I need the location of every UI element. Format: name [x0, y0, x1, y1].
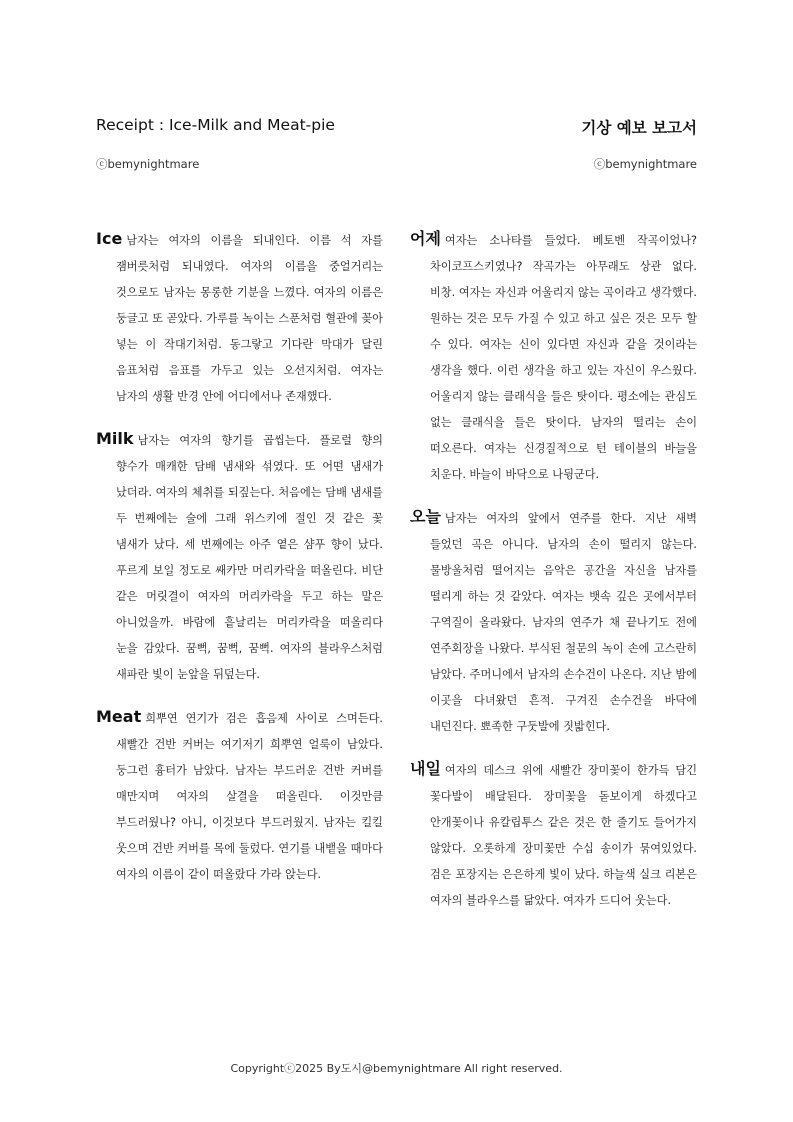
- entry-tomorrow: [410, 756, 697, 914]
- entry-paragraph: [410, 504, 697, 740]
- document-title: Receipt : Ice-Milk and Meat-pie: [96, 116, 335, 134]
- entry-keyword: 내일: [410, 759, 441, 778]
- entry-paragraph: [96, 226, 383, 410]
- entry-keyword: Meat: [96, 707, 142, 726]
- entry-ice: [96, 226, 383, 410]
- entry-text: 여자는 소나타를 들었다. 베토벤 작곡이었나? 차이코프스키였나? 작곡가는 아무래도 상관 없다. 비창. 여자는 자신과 어울리지 않는 곡이라고 생각했다. 원하는 것은 모두 가질 수 있고 하고 싶은 것은 모두 할 수 있다. 여자는 신이 있다면 자신과 같을 것이라는 생각을 했다. 이런 생각을 하고 있는 자신이 우스웠다. 어울리지 않는 클래식을 들은 탓이다. 평소에는 관심도 없는 클래식을 들은 탓이다. 남자의 떨리는 손이 떠오른다. 여자는 신경질적으로 턴 테이블의 바늘을 치운다. 바늘이 바닥으로 나뒹군다.: [430, 234, 697, 481]
- document-subtitle: 기상 예보 보고서: [581, 119, 697, 137]
- copyright-footer: Copyrightⓒ2025 By도시@bemynightmare All right reserved.: [230, 1062, 563, 1075]
- entry-milk: [96, 426, 383, 688]
- entry-text: 남자는 여자의 앞에서 연주를 한다. 지난 새벽 들었던 곡은 아니다. 남자의 손이 떨리지 않는다. 물방울처럼 떨어지는 음악은 공간을 자신을 남자를 떨리게 하는 것 같았다. 여자는 뱃속 깊은 곳에서부터 구역질이 올라왔다. 남자의 연주가 채 끝나기도 전에 연주회장을 나왔다. 부식된 철문의 녹이 손에 고스란히 남았다. 주머니에서 남자의 손수건이 나온다. 지난 밤에 이곳을 다녀왔던 흔적. 구겨진 손수건을 바닥에 내던진다. 뾰족한 구둣발에 짓밟힌다.: [430, 512, 697, 733]
- author-credit-left: ⓒbemynightmare: [96, 157, 200, 171]
- entry-keyword: Ice: [96, 229, 123, 248]
- entry-keyword: 어제: [410, 229, 441, 248]
- entry-meat: [96, 704, 383, 888]
- entry-keyword: 오늘: [410, 507, 441, 526]
- entry-text: 남자는 여자의 이름을 되내인다. 이름 석 자를 잼버릇처럼 되내였다. 여자의 이름을 중얼거리는 것으로도 남자는 몽롱한 기분을 느꼈다. 여자의 이름은 둥글고 또 곧았다. 가루를 녹이는 스푼처럼 혈관에 꽂아 넣는 이 작대기처럼. 동그랗고 기다란 막대가 달린 음표처럼 음표를 가두고 있는 오선지처럼. 여자는 남자의 생활 반경 안에 어디에서나 존재했다.: [116, 234, 383, 403]
- entry-keyword: Milk: [96, 429, 134, 448]
- right-column: [410, 226, 697, 930]
- entry-text: 남자는 여자의 향기를 곱씹는다. 플로럴 향의 향수가 매캐한 담배 냄새와 섞였다. 또 어떤 냄새가 났더라. 여자의 체취를 되짚는다. 처음에는 담배 냄새를 두 번째에는 술에 그래 위스키에 절인 것 같은 꽃 냄새가 났다. 세 번째에는 아주 옅은 샴푸 향이 났다. 푸르게 보일 정도로 쌔카만 머리카락을 떠올린다. 비단 같은 머릿결이 여자의 머리카락을 두고 하는 말은 아니었을까. 바람에 흩날리는 머리카락을 떠올리다 눈을 감았다. 꿈뻑, 꿈뻑, 꿈뻑. 여자의 블라우스처럼 새파란 빛이 눈앞을 뒤덮는다.: [116, 434, 383, 681]
- entry-yesterday: [410, 226, 697, 488]
- entry-paragraph: [96, 426, 383, 688]
- entry-paragraph: [96, 704, 383, 888]
- left-column: [96, 226, 383, 904]
- entry-text: 여자의 데스크 위에 새빨간 장미꽃이 한가득 담긴 꽃다발이 배달된다. 장미꽃을 돋보이게 하겠다고 안개꽃이나 유칼립투스 같은 것은 한 줄기도 들어가지 않았다. 오롯하게 장미꽃만 수십 송이가 묶여있었다. 검은 포장지는 은은하게 빛이 났다. 하늘색 실크 리본은 여자의 블라우스를 닮았다. 여자가 드디어 웃는다.: [430, 764, 697, 907]
- entry-paragraph: [410, 226, 697, 488]
- entry-text: 희뿌연 연기가 검은 흡음제 사이로 스며든다. 새빨간 건반 커버는 여기저기 희뿌연 얼룩이 남았다. 둥그런 흉터가 남았다. 남자는 부드러운 건반 커버를 매만지며 여자의 살결을 떠올린다. 이것만큼 부드러웠나? 아니, 이것보다 부드러웠지. 남자는 킬킬 웃으며 건반 커버를 목에 둘렀다. 연기를 내뱉을 때마다 여자의 이름이 같이 떠올랐다 가라 앉는다.: [116, 712, 383, 881]
- author-credit-right: ⓒbemynightmare: [593, 157, 697, 171]
- entry-paragraph: [410, 756, 697, 914]
- entry-today: [410, 504, 697, 740]
